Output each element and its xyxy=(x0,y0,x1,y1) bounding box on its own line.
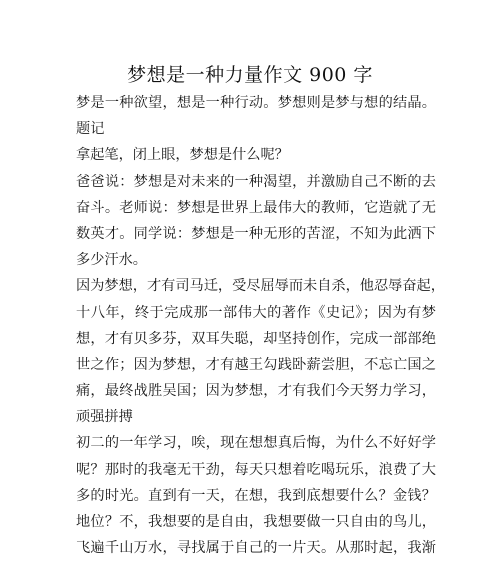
text-line: 多少汗水。 xyxy=(76,252,147,269)
text-line: 题记 xyxy=(76,121,105,138)
document-body xyxy=(76,90,445,561)
text-line: 多的时光。直到有一天，在想，我到底想要什么？金钱？ xyxy=(76,487,436,504)
text-line: 飞遍千山万水，寻找属于自己的一片天。从那时起，我渐 xyxy=(76,540,436,557)
text-line: 十八年，终于完成那一部伟大的著作《史记》；因为有梦 xyxy=(76,304,436,321)
text-line: 初二的一年学习，唉，现在想想真后悔，为什么不好好学 xyxy=(76,435,436,452)
text-line: 世之作；因为梦想，才有越王勾践卧薪尝胆，不忘亡国之 xyxy=(76,356,436,373)
text-line: 顽强拼搏 xyxy=(76,409,133,426)
text-line: 因为梦想，才有司马迁，受尽屈辱而未自杀，他忍辱奋起， xyxy=(76,278,445,295)
text-line: 爸爸说：梦想是对未来的一种渴望，并激励自己不断的去 xyxy=(76,173,436,190)
text-line: 数英才。同学说：梦想是一种无形的苦涩，不知为此洒下 xyxy=(76,225,436,242)
text-line: 痛，最终战胜吴国；因为梦想，才有我们今天努力学习， xyxy=(76,383,436,400)
text-line: 呢？那时的我毫无干劲，每天只想着吃喝玩乐，浪费了大 xyxy=(76,461,436,478)
text-line: 地位？不，我想要的是自由，我想要做一只自由的鸟儿， xyxy=(76,514,436,530)
document-title: 梦想是一种力量作文 900 字 xyxy=(127,64,373,86)
text-line: 奋斗。老师说：梦想是世界上最伟大的教师，它造就了无 xyxy=(76,199,436,216)
text-line: 想，才有贝多芬，双耳失聪，却坚持创作，完成一部部绝 xyxy=(76,330,436,347)
text-line: 梦是一种欲望，想是一种行动。梦想则是梦与想的结晶。 xyxy=(76,95,436,111)
text-line: 拿起笔，闭上眼，梦想是什么呢？ xyxy=(76,147,289,164)
